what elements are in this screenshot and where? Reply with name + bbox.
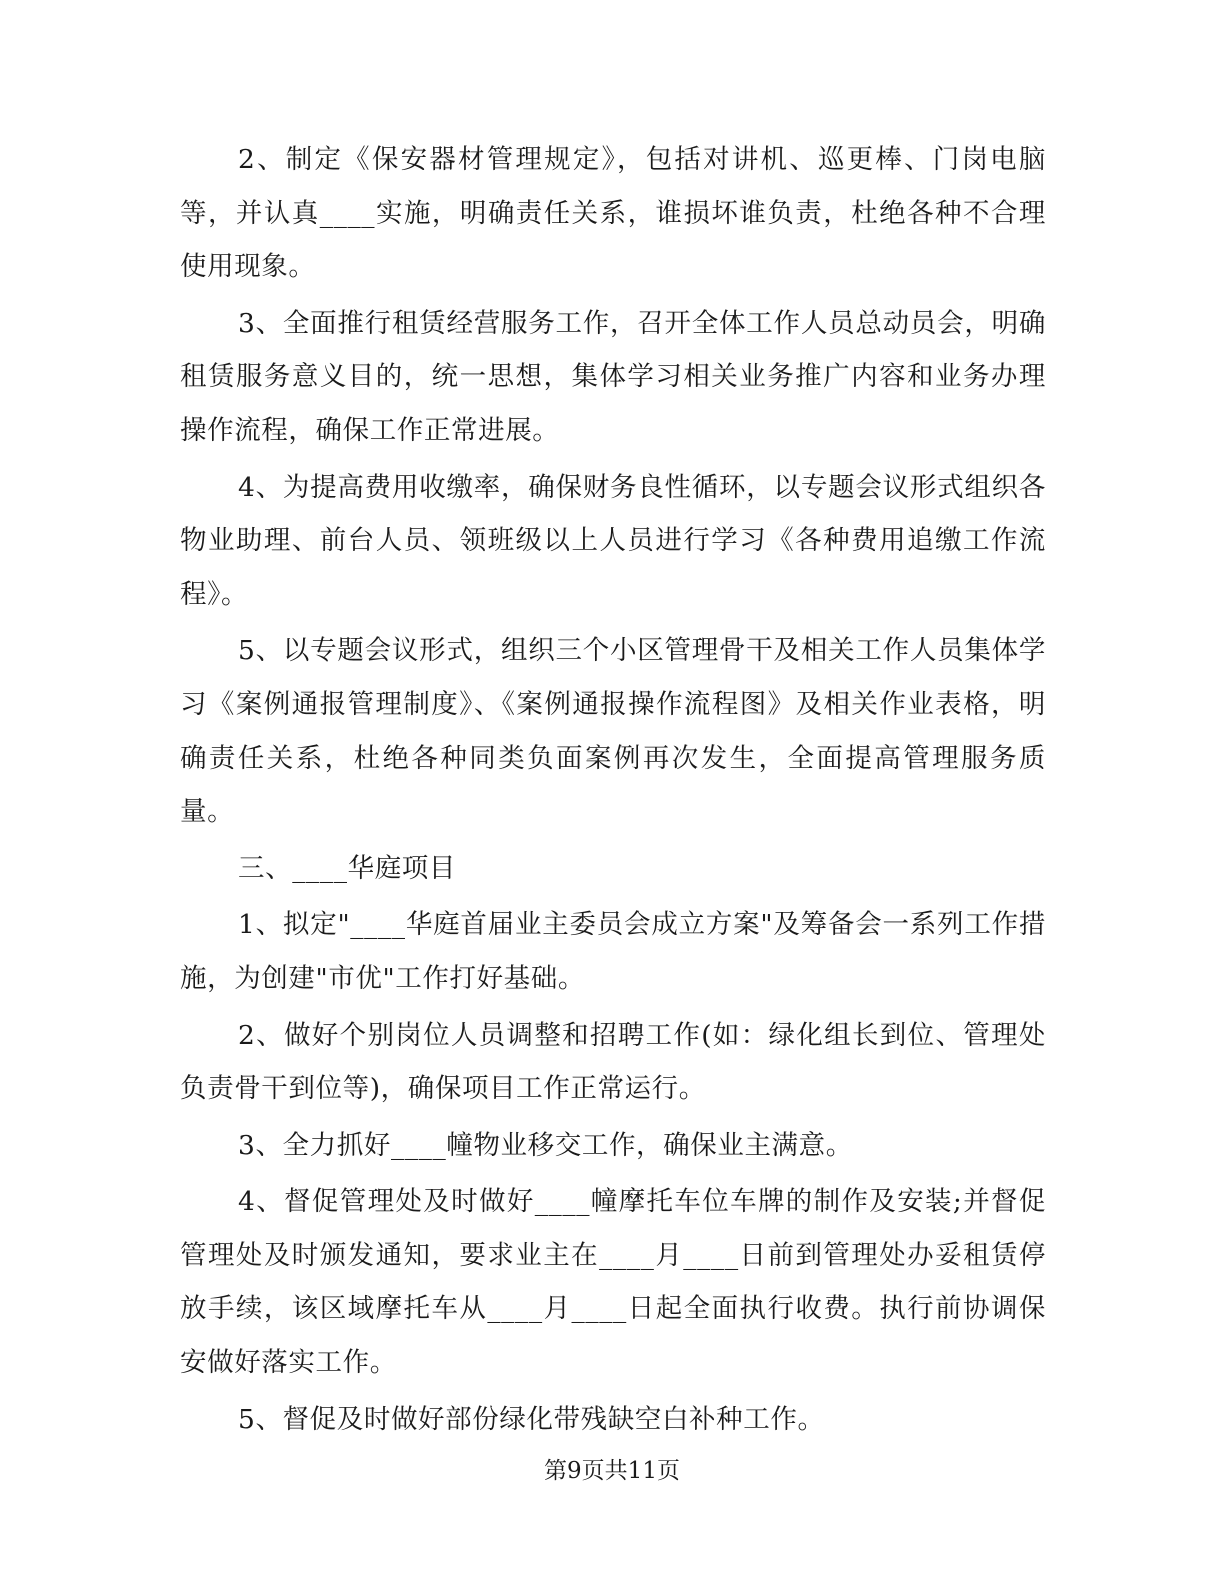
paragraph: 2、制定《保安器材管理规定》，包括对讲机、巡更棒、门岗电脑等，并认真____实施，明确责任关系，谁损坏谁负责，杜绝各种不合理使用现象。 — [180, 144, 1046, 283]
paragraph: 4、督促管理处及时做好____幢摩托车位车牌的制作及安装;并督促管理处及时颁发通知，要求业主在____月____日前到管理处办妥租赁停放手续，该区域摩托车从____月____日起全面执行收费。执行前协调保安做好落实工作。 — [180, 1186, 1046, 1379]
paragraph: 1、拟定"____华庭首届业主委员会成立方案"及筹备会一系列工作措施，为创建"市优"工作打好基础。 — [180, 909, 1046, 994]
page-number: 第9页共11页 — [544, 1458, 680, 1484]
paragraph: 2、做好个别岗位人员调整和招聘工作(如：绿化组长到位、管理处负责骨干到位等)，确保项目工作正常运行。 — [180, 1019, 1046, 1105]
paragraph: 3、全面推行租赁经营服务工作，召开全体工作人员总动员会，明确租赁服务意义目的，统一思想，集体学习相关业务推广内容和业务办理操作流程，确保工作正常进展。 — [180, 307, 1046, 446]
paragraph: 5、以专题会议形式，组织三个小区管理骨干及相关工作人员集体学习《案例通报管理制度》、《案例通报操作流程图》及相关作业表格，明确责任关系，杜绝各种同类负面案例再次发生，全面提高管理服务质量。 — [180, 635, 1046, 828]
document-body — [180, 133, 1046, 1449]
section-heading: 三、____华庭项目 — [238, 852, 456, 884]
paragraph: 5、督促及时做好部份绿化带残缺空白补种工作。 — [238, 1403, 825, 1435]
paragraph: 4、为提高费用收缴率，确保财务良性循环，以专题会议形式组织各物业助理、前台人员、领班级以上人员进行学习《各种费用追缴工作流程》。 — [180, 471, 1046, 610]
paragraph: 3、全力抓好____幢物业移交工作，确保业主满意。 — [238, 1129, 853, 1161]
